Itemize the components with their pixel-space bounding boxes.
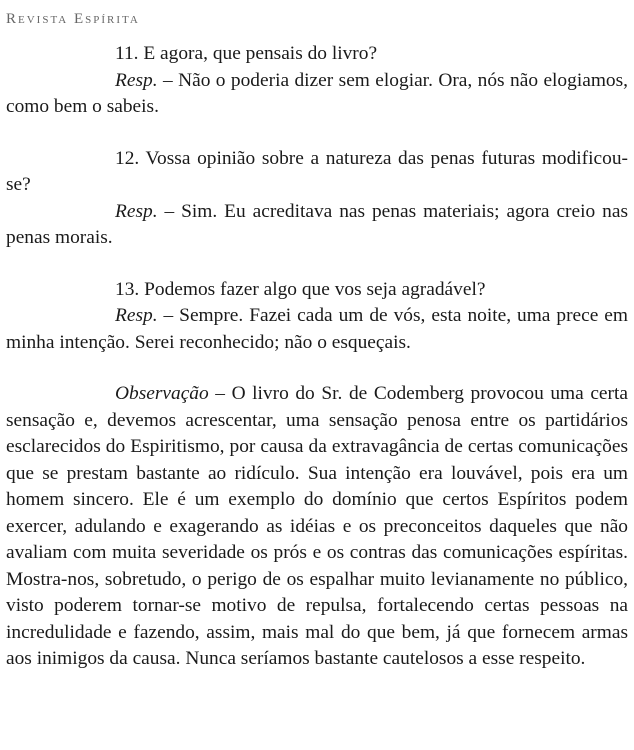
answer-text: – Sempre. Fazei cada um de vós, esta noite, uma prece em minha intenção. Serei reconhecido; não o esqueçais. [6, 305, 628, 353]
answer-label: Resp. [115, 69, 158, 91]
observation-body [6, 381, 628, 673]
question-11: 11. E agora, que pensais do livro? [115, 43, 378, 64]
qa-item-13 [6, 277, 628, 357]
qa-item-12 [6, 146, 628, 252]
answer-text: – Sim. Eu acreditava nas penas materiais; agora creio nas penas morais. [6, 200, 628, 248]
answer-label: Resp. [115, 305, 158, 326]
observation-text: – O livro do Sr. de Codemberg provocou uma certa sensação e, devemos acrescentar, uma sensação penosa entre os partidários esclarecidos do Espiritismo, por causa da extravagância de certas comunicações que se prestam bastante ao ridículo. Sua intenção era louvável, pois era um homem sincero. Ele é um exemplo do domínio que certos Espíritos podem exercer, adulando e exagerando as idéias e os preconceitos daqueles que não avaliam com muita severidade os prós e os contras das comunicações espíritas. Mostra-nos, sobretudo, o perigo de os espalhar muito levianamente no público, visto poderem tornar-se motivo de repulsa, fortalecendo certas pessoas na incredulidade e fazendo, assim, mais mal do que bem, já que fornecem armas aos inimigos da causa. Nunca seríamos bastante cautelosos a esse respeito. [6, 383, 628, 669]
answer-label: Resp. [115, 200, 158, 222]
observation-label: Observação [115, 383, 209, 404]
answer-13 [6, 303, 628, 356]
answer-text: – Não o poderia dizer sem elogiar. Ora, nós não elogiamos, como bem o sabeis. [6, 69, 628, 117]
qa-item-11 [6, 41, 628, 121]
observation-paragraph [6, 381, 628, 673]
document-page [6, 0, 628, 673]
running-header: Revista Espírita [6, 11, 140, 27]
answer-12 [6, 199, 628, 252]
answer-11 [6, 68, 628, 121]
question-13: 13. Podemos fazer algo que vos seja agradável? [115, 278, 486, 300]
question-12: 12. Vossa opinião sobre a natureza das penas futuras modificou-se? [6, 147, 628, 195]
